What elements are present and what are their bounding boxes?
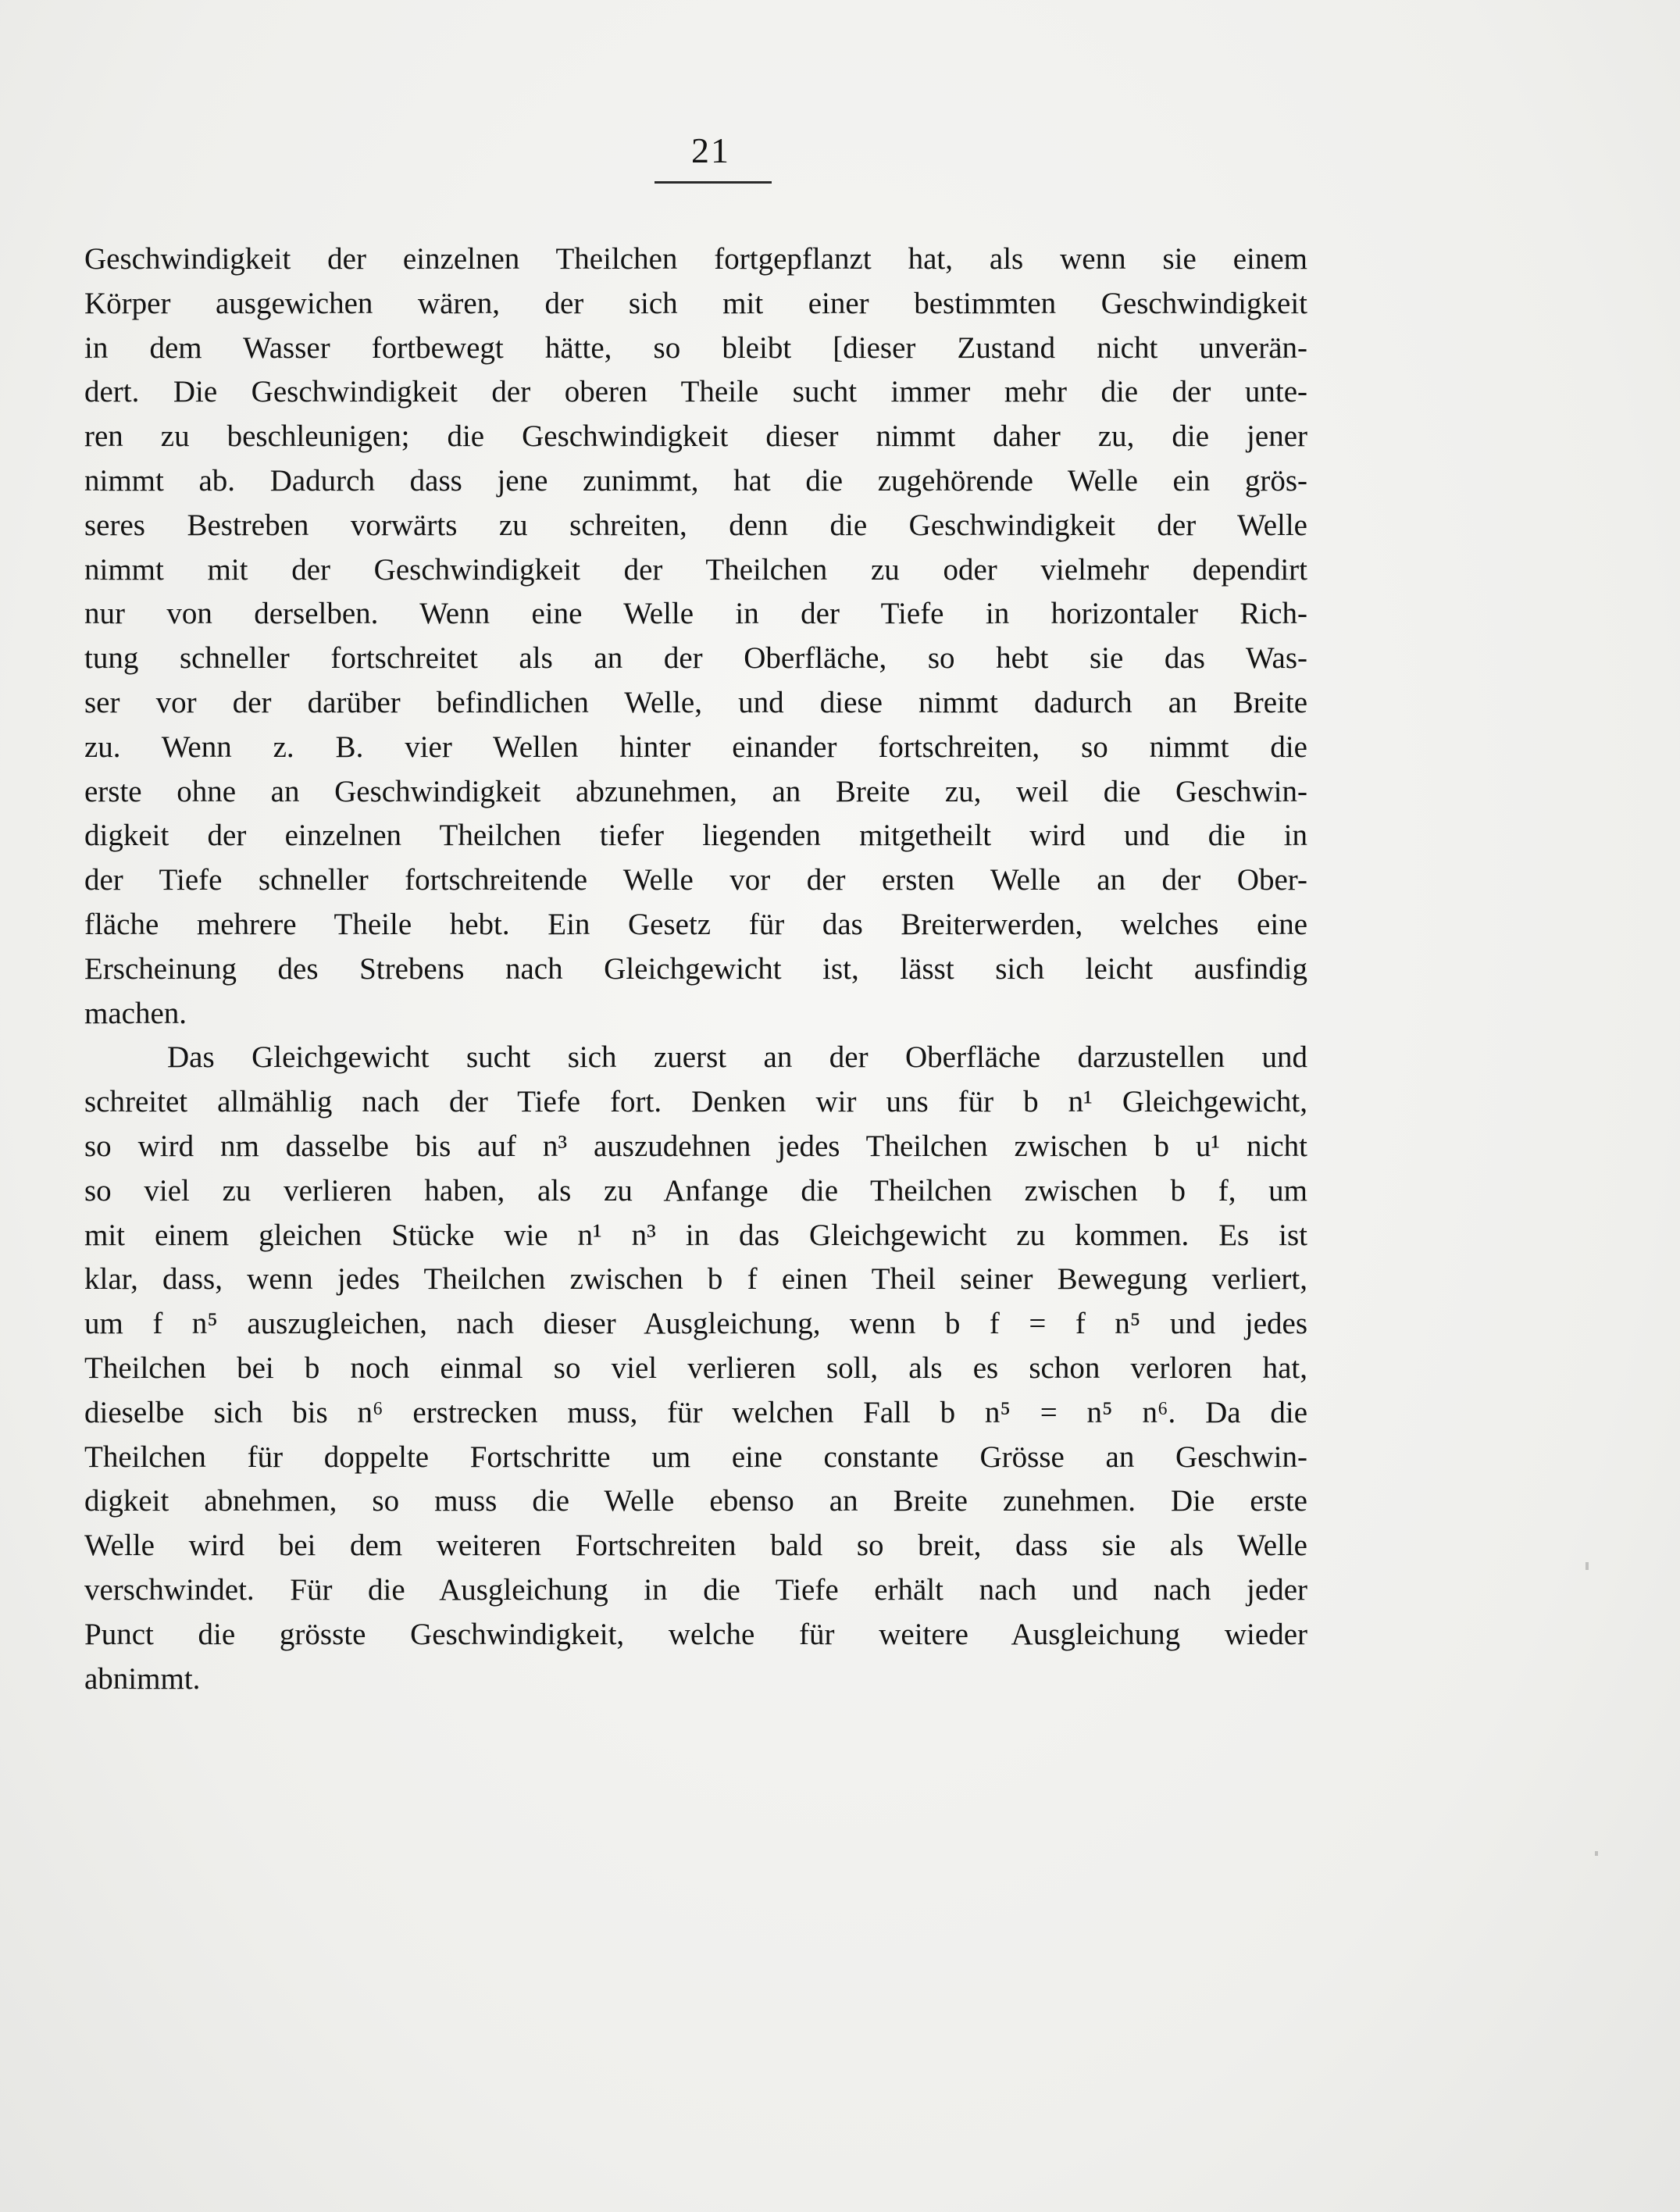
text-line: nimmt ab. Dadurch dass jene zunimmt, hat die zugehörende Welle ein grös- bbox=[84, 463, 1307, 498]
paper-speck bbox=[1585, 1562, 1589, 1570]
text-line: tung schneller fortschreitet als an der Oberfläche, so hebt sie das Was- bbox=[84, 641, 1307, 676]
text-line: fläche mehrere Theile hebt. Ein Gesetz für das Breiterwerden, welches eine bbox=[84, 907, 1307, 941]
text-line: Das Gleichgewicht sucht sich zuerst an der Oberfläche darzustellen und bbox=[167, 1040, 1307, 1075]
text-line: ser vor der darüber befindlichen Welle, und diese nimmt dadurch an Breite bbox=[84, 685, 1307, 719]
text-line: dieselbe sich bis n⁶ erstrecken muss, für welchen Fall b n⁵ = n⁵ n⁶. Da die bbox=[84, 1395, 1307, 1429]
text-line: dert. Die Geschwindigkeit der oberen Theile sucht immer mehr die der unte- bbox=[84, 375, 1307, 409]
text-line: ren zu beschleunigen; die Geschwindigkeit dieser nimmt daher zu, die jener bbox=[84, 419, 1307, 454]
page-number: 21 bbox=[691, 130, 730, 170]
text-line: digkeit abnehmen, so muss die Welle ebenso an Breite zunehmen. Die erste bbox=[84, 1484, 1307, 1518]
text-line: in dem Wasser fortbewegt hätte, so bleibt [dieser Zustand nicht unverän- bbox=[84, 330, 1307, 365]
text-line: Körper ausgewichen wären, der sich mit einer bestimmten Geschwindigkeit bbox=[84, 286, 1307, 320]
text-line: um f n⁵ auszugleichen, nach dieser Ausgleichung, wenn b f = f n⁵ und jedes bbox=[84, 1307, 1307, 1341]
body-text bbox=[84, 237, 1307, 1701]
text-line: nimmt mit der Geschwindigkeit der Theilchen zu oder vielmehr dependirt bbox=[84, 552, 1307, 587]
text-line: schreitet allmählig nach der Tiefe fort. Denken wir uns für b n¹ Gleichgewicht, bbox=[84, 1085, 1307, 1119]
text-line: erste ohne an Geschwindigkeit abzunehmen, an Breite zu, weil die Geschwin- bbox=[84, 774, 1307, 808]
text-line: so viel zu verlieren haben, als zu Anfange die Theilchen zwischen b f, um bbox=[84, 1173, 1307, 1208]
header-rule bbox=[655, 181, 772, 184]
text-line: digkeit der einzelnen Theilchen tiefer liegenden mitgetheilt wird und die in bbox=[84, 819, 1307, 853]
text-line: Erscheinung des Strebens nach Gleichgewicht ist, lässt sich leicht ausfindig bbox=[84, 951, 1307, 986]
text-line: zu. Wenn z. B. vier Wellen hinter einander fortschreiten, so nimmt die bbox=[84, 730, 1307, 764]
text-line: Theilchen bei b noch einmal so viel verlieren soll, als es schon verloren hat, bbox=[84, 1350, 1307, 1385]
text-line: machen. bbox=[84, 996, 187, 1030]
text-line: nur von derselben. Wenn eine Welle in der Tiefe in horizontaler Rich- bbox=[84, 597, 1307, 631]
text-line: Geschwindigkeit der einzelnen Theilchen fortgepflanzt hat, als wenn sie einem bbox=[84, 242, 1307, 276]
text-line: der Tiefe schneller fortschreitende Welle vor der ersten Welle an der Ober- bbox=[84, 863, 1307, 897]
text-line: seres Bestreben vorwärts zu schreiten, denn die Geschwindigkeit der Welle bbox=[84, 508, 1307, 542]
text-line: Welle wird bei dem weiteren Fortschreiten bald so breit, dass sie als Welle bbox=[84, 1529, 1307, 1563]
text-line: Theilchen für doppelte Fortschritte um eine constante Grösse an Geschwin- bbox=[84, 1440, 1307, 1474]
paper-speck bbox=[1595, 1851, 1598, 1856]
text-line: abnimmt. bbox=[84, 1661, 201, 1696]
text-line: klar, dass, wenn jedes Theilchen zwischen b f einen Theil seiner Bewegung verliert, bbox=[84, 1262, 1307, 1297]
text-line: mit einem gleichen Stücke wie n¹ n³ in das Gleichgewicht zu kommen. Es ist bbox=[84, 1218, 1307, 1252]
text-line: verschwindet. Für die Ausgleichung in die Tiefe erhält nach und nach jeder bbox=[84, 1572, 1307, 1607]
text-line: Punct die grösste Geschwindigkeit, welche für weitere Ausgleichung wieder bbox=[84, 1617, 1307, 1651]
text-line: so wird nm dasselbe bis auf n³ auszudehnen jedes Theilchen zwischen b u¹ nicht bbox=[84, 1129, 1307, 1163]
